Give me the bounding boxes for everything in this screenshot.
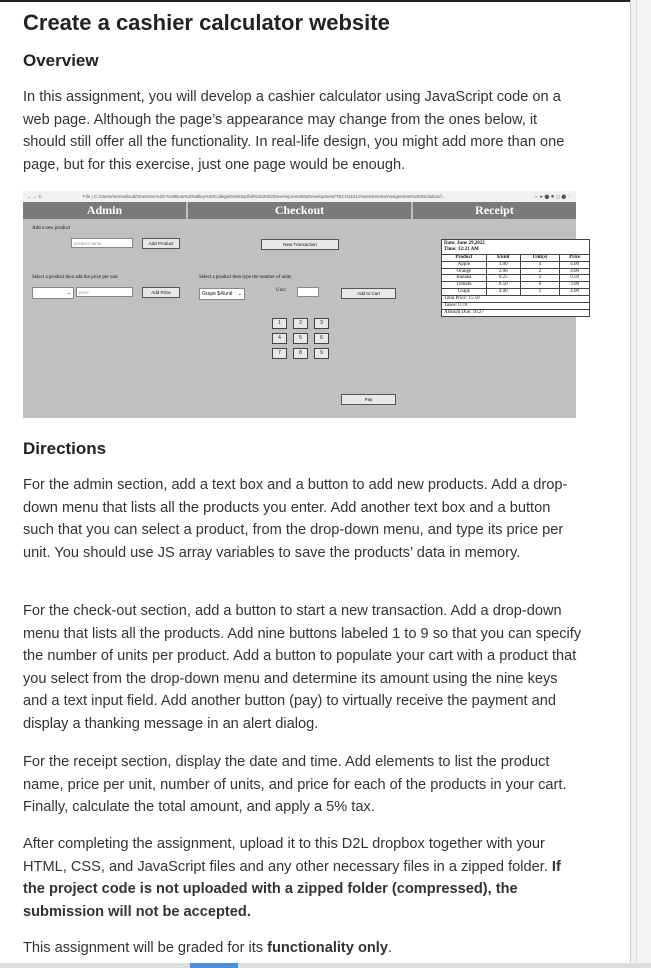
key-8-button[interactable]: 8 — [293, 348, 308, 359]
example-screenshot — [23, 191, 581, 418]
scrollbar-divider — [636, 0, 637, 968]
key-2-button[interactable]: 2 — [293, 318, 308, 329]
browser-nav-icons: ← → C — [27, 194, 42, 199]
add-to-cart-button[interactable]: Add to Cart — [341, 288, 396, 299]
checkout-section — [188, 202, 411, 418]
grading-emphasis: functionality only — [267, 940, 388, 956]
upload-warning: If the project code is not uploaded with a zipped folder (compressed), the submission will not be accepted. — [23, 858, 561, 920]
horizontal-scrollbar-thumb[interactable] — [190, 963, 238, 968]
col-units: Unit(s) — [520, 255, 560, 262]
add-price-button[interactable]: Add Price — [142, 287, 180, 298]
key-9-button[interactable]: 9 — [314, 348, 329, 359]
table-cell: Orange — [442, 268, 486, 275]
top-border — [0, 0, 651, 2]
receipt-datetime — [442, 240, 589, 254]
key-1-button[interactable]: 1 — [272, 318, 287, 329]
table-row — [442, 282, 589, 289]
key-4-button[interactable]: 4 — [272, 333, 287, 344]
browser-toolbar-icons: ☆ ★ ⬤ ✱ ▢ ⬤ ⋮ — [533, 194, 572, 199]
receipt-heading: Receipt — [413, 202, 576, 219]
table-row — [442, 261, 589, 268]
table-cell: Grape — [442, 288, 486, 294]
table-cell: 4.00 — [560, 261, 589, 268]
chevron-down-icon: ⌄ — [66, 290, 71, 296]
col-unit-price: $/unit — [486, 255, 520, 262]
grading-period: . — [387, 940, 393, 956]
selected-product: Grape $4/unit — [202, 291, 233, 297]
grading-paragraph — [23, 937, 583, 960]
scrollbar-track[interactable] — [630, 0, 651, 968]
checkout-heading: Checkout — [188, 202, 411, 219]
pay-button[interactable]: Pay — [341, 394, 396, 405]
table-row — [442, 268, 589, 275]
table-cell: 2 — [520, 275, 560, 282]
receipt-section — [413, 202, 581, 418]
table-cell: 4.00 — [560, 288, 589, 294]
overview-paragraph: In this assignment, you will develop a cashier calculator using JavaScript code on a web page. Although the page’s appearance may change from the ones below, it should still offer all the functionality. In real-life design, you might add more than one page, but for this exercise, just one page would be enough. — [23, 89, 565, 173]
table-cell: 4.00 — [560, 268, 589, 275]
table-cell: 3.00 — [560, 282, 589, 289]
directions-checkout-paragraph: For the check-out section, add a button to start a new transaction. Add a drop-down menu that lists all the products. Add nine buttons labeled 1 to 9 so that you can specify the number of units per product. Add a button to populate your cart with a product that you select from the drop-down menu and determine its amount using the nine keys and a text input field. Add another button (pay) to virtually receive the payment and display a thanking message in an alert dialog. — [23, 603, 582, 732]
table-cell: 0.25 — [486, 275, 520, 282]
chevron-down-icon: ⌄ — [237, 291, 242, 297]
table-cell: 4.00 — [486, 288, 520, 294]
new-transaction-button[interactable]: New Transaction — [261, 239, 339, 250]
table-cell: 1.00 — [486, 261, 520, 268]
table-cell: 4 — [520, 261, 560, 268]
add-product-label: Add a new product — [32, 226, 71, 231]
upload-text: After completing the assignment, upload it to this D2L dropbox together with your HTML, CSS, and JavaScript files and any other necessary files in a zipped folder. — [23, 836, 548, 875]
key-3-button[interactable]: 3 — [314, 318, 329, 329]
total-price: Total Price: 15.50 — [442, 295, 589, 302]
directions-receipt-paragraph: For the receipt section, display the date and time. Add elements to list the product name, price per unit, number of units, and price for each of the products in your cart. Finally, calculate the total amount, and apply a 5% tax. — [23, 754, 567, 815]
key-5-button[interactable]: 5 — [293, 333, 308, 344]
checkout-select-label: Select a product then type the number of units — [199, 275, 292, 280]
overview-heading: Overview — [23, 51, 99, 70]
receipt-time: Time: 12:21 AM — [444, 247, 479, 252]
table-cell: 0.50 — [486, 282, 520, 289]
receipt-date: Date: June 29,2022 — [444, 241, 485, 246]
taxes: Taxes: 0.78 — [442, 302, 589, 309]
key-6-button[interactable]: 6 — [314, 333, 329, 344]
table-cell: 2.00 — [486, 268, 520, 275]
table-cell: 1 — [520, 288, 560, 294]
table-row — [442, 275, 589, 282]
receipt-table — [442, 254, 589, 295]
receipt-box — [441, 239, 590, 317]
table-cell: 2 — [520, 268, 560, 275]
table-cell: Banana — [442, 275, 486, 282]
product-name-input[interactable]: product name — [71, 238, 133, 248]
admin-heading: Admin — [23, 202, 186, 219]
add-product-button[interactable]: Add Product — [142, 238, 180, 249]
unit-input[interactable] — [297, 287, 319, 297]
page-title: Create a cashier calculator website — [23, 10, 390, 35]
key-7-button[interactable]: 7 — [272, 348, 287, 359]
checkout-product-select[interactable] — [199, 288, 245, 300]
directions-upload-paragraph — [23, 833, 583, 923]
directions-heading: Directions — [23, 439, 107, 458]
unit-label: Unit: — [276, 288, 287, 293]
receipt-header-row — [442, 255, 589, 262]
browser-bar — [23, 191, 576, 202]
table-cell: Apple — [442, 261, 486, 268]
table-cell: 0.50 — [560, 275, 589, 282]
price-input[interactable]: price — [76, 287, 133, 297]
col-product: Product — [442, 255, 486, 262]
admin-product-select[interactable] — [32, 287, 74, 299]
receipt-totals — [442, 295, 589, 316]
amount-due: Amount Due: 16.27 — [442, 309, 589, 316]
table-cell: 6 — [520, 282, 560, 289]
admin-section — [23, 202, 186, 418]
col-price: Price — [560, 255, 589, 262]
horizontal-scrollbar[interactable] — [0, 963, 651, 968]
grading-text: This assignment will be graded for its — [23, 940, 264, 956]
price-label: Select a product then add the price per unit — [32, 275, 118, 280]
table-cell: Tomato — [442, 282, 486, 289]
directions-admin-paragraph: For the admin section, add a text box and a button to add new products. Add a drop-down menu that lists all the products you enter. Add another text box and a button such that you can select a product, from the drop-down menu, and type its price per unit. You should use JS array variables to save the products’ data in memory. — [23, 477, 568, 561]
browser-url: File | C:/Users/menseilsod/OneDrive%20-%20Bow%20Valley%20College/Desktop/fall%202022/Development/MyDevelopment/TECH1101/Assessments/Assignment%203/Solution/i... — [83, 194, 446, 199]
